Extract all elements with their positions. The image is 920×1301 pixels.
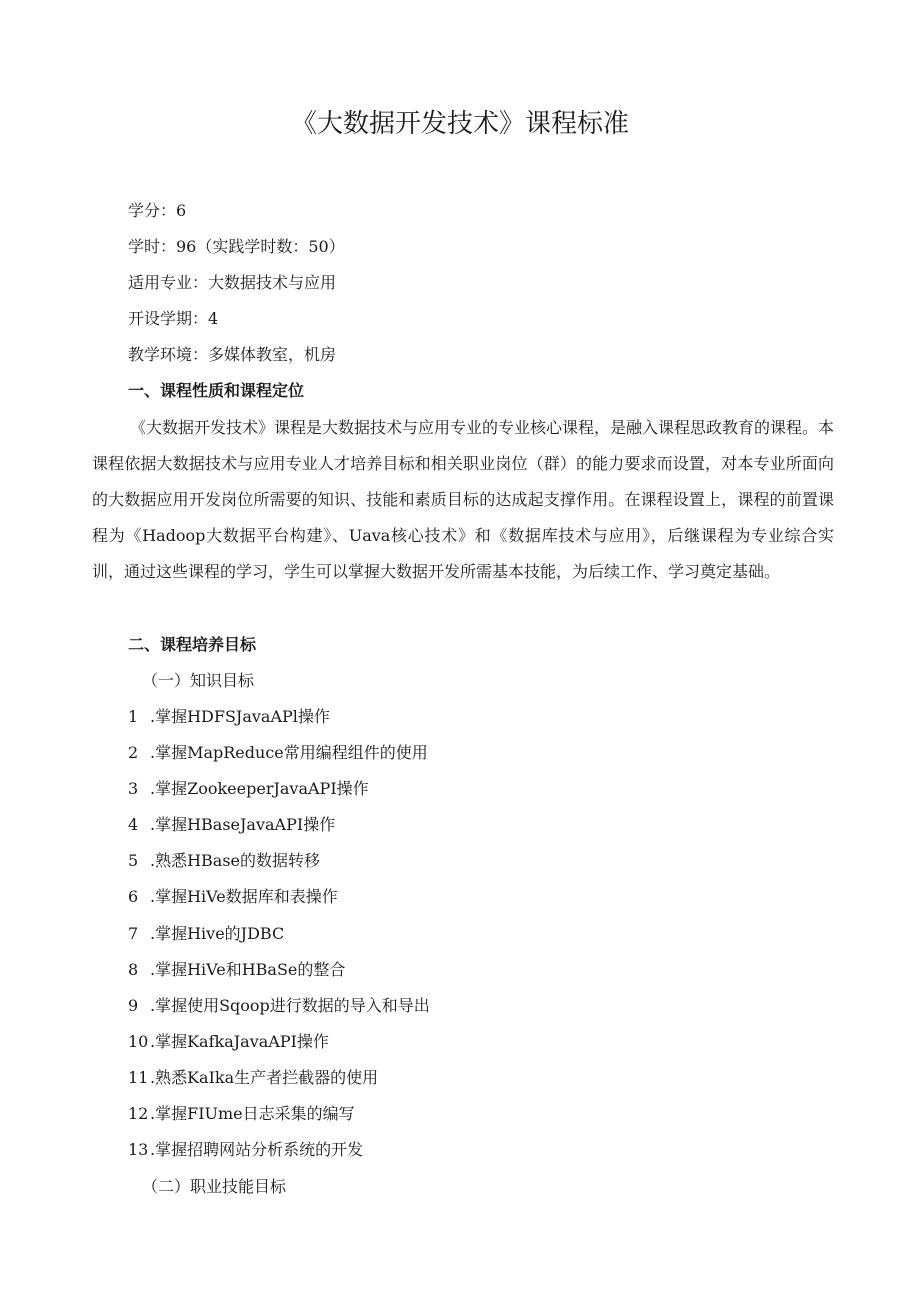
subheading-skill-objectives: （二）职业技能目标 bbox=[142, 1177, 287, 1196]
list-item-number: 4 bbox=[128, 815, 139, 834]
document-title: 《大数据开发技术》课程标准 bbox=[290, 109, 629, 139]
list-item-text: .掌握HiVe和HBaSe的整合 bbox=[150, 960, 346, 979]
list-item bbox=[128, 958, 345, 982]
list-item bbox=[128, 813, 335, 837]
list-item-text: .掌握HiVe数据库和表操作 bbox=[150, 887, 338, 906]
subheading-knowledge-objectives: （一）知识目标 bbox=[142, 671, 255, 690]
list-item bbox=[128, 1102, 355, 1126]
meta-credits: 学分：6 bbox=[128, 201, 187, 220]
list-item-number: 6 bbox=[128, 887, 139, 906]
section-heading-course-nature: 一、课程性质和课程定位 bbox=[128, 381, 305, 400]
list-item-number: 1 bbox=[128, 707, 139, 726]
meta-hours: 学时：96（实践学时数：50） bbox=[128, 237, 345, 256]
list-item bbox=[128, 1138, 363, 1162]
list-item-number: 7 bbox=[128, 924, 139, 943]
list-item-number: 3 bbox=[128, 779, 139, 798]
course-nature-text: 《大数据开发技术》课程是大数据技术与应用专业的专业核心课程，是融入课程思政教育的课程。本课程依据大数据技术与应用专业人才培养目标和相关职业岗位（群）的能力要求而设置，对本专业所面向的大数据应用开发岗位所需要的知识、技能和素质目标的达成起支撑作用。在课程设置上，课程的前置课程为《Hadoop大数据平台构建》、Uava核心技术》和《数据库技术与应用》，后继课程为专业综合实训，通过这些课程的学习，学生可以掌握大数据开发所需基本技能，为后续工作、学习奠定基础。 bbox=[92, 418, 835, 581]
section-heading-objectives: 二、课程培养目标 bbox=[128, 635, 257, 654]
list-item-number: 8 bbox=[128, 960, 139, 979]
list-item bbox=[128, 705, 330, 729]
list-item bbox=[128, 922, 284, 946]
meta-major: 适用专业：大数据技术与应用 bbox=[128, 273, 337, 292]
list-item-number: 9 bbox=[128, 996, 139, 1015]
list-item-number: 5 bbox=[128, 851, 139, 870]
list-item-text: .熟悉KaIka生产者拦截器的使用 bbox=[150, 1068, 379, 1087]
list-item-text: .掌握招聘网站分析系统的开发 bbox=[150, 1140, 364, 1159]
list-item-text: .熟悉HBase的数据转移 bbox=[150, 851, 321, 870]
list-item-text: .掌握Hive的JDBC bbox=[150, 924, 285, 943]
list-item bbox=[128, 741, 428, 765]
list-item-number: 10 bbox=[128, 1032, 149, 1051]
list-item bbox=[128, 994, 430, 1018]
list-item bbox=[128, 1066, 378, 1090]
list-item bbox=[128, 849, 320, 873]
list-item-number: 11 bbox=[128, 1068, 149, 1087]
list-item-text: .掌握KafkaJavaAPI操作 bbox=[150, 1032, 329, 1051]
list-item-text: .掌握HDFSJavaAPl操作 bbox=[150, 707, 330, 726]
list-item-text: .掌握HBaseJavaAPI操作 bbox=[150, 815, 336, 834]
list-item-text: .掌握ZookeeperJavaAPI操作 bbox=[150, 779, 369, 798]
list-item-number: 2 bbox=[128, 743, 139, 762]
list-item-text: .掌握使用Sqoop进行数据的导入和导出 bbox=[150, 996, 430, 1015]
list-item-number: 12 bbox=[128, 1104, 149, 1123]
list-item-number: 13 bbox=[128, 1140, 149, 1159]
meta-term: 开设学期：4 bbox=[128, 309, 219, 328]
list-item-text: .掌握FIUme日志采集的编写 bbox=[150, 1104, 355, 1123]
course-nature-paragraph bbox=[92, 410, 834, 590]
list-item-text: .掌握MapReduce常用编程组件的使用 bbox=[150, 743, 428, 762]
list-item bbox=[128, 885, 338, 909]
meta-environment: 教学环境：多媒体教室，机房 bbox=[128, 345, 337, 364]
list-item bbox=[128, 1030, 329, 1054]
list-item bbox=[128, 777, 369, 801]
